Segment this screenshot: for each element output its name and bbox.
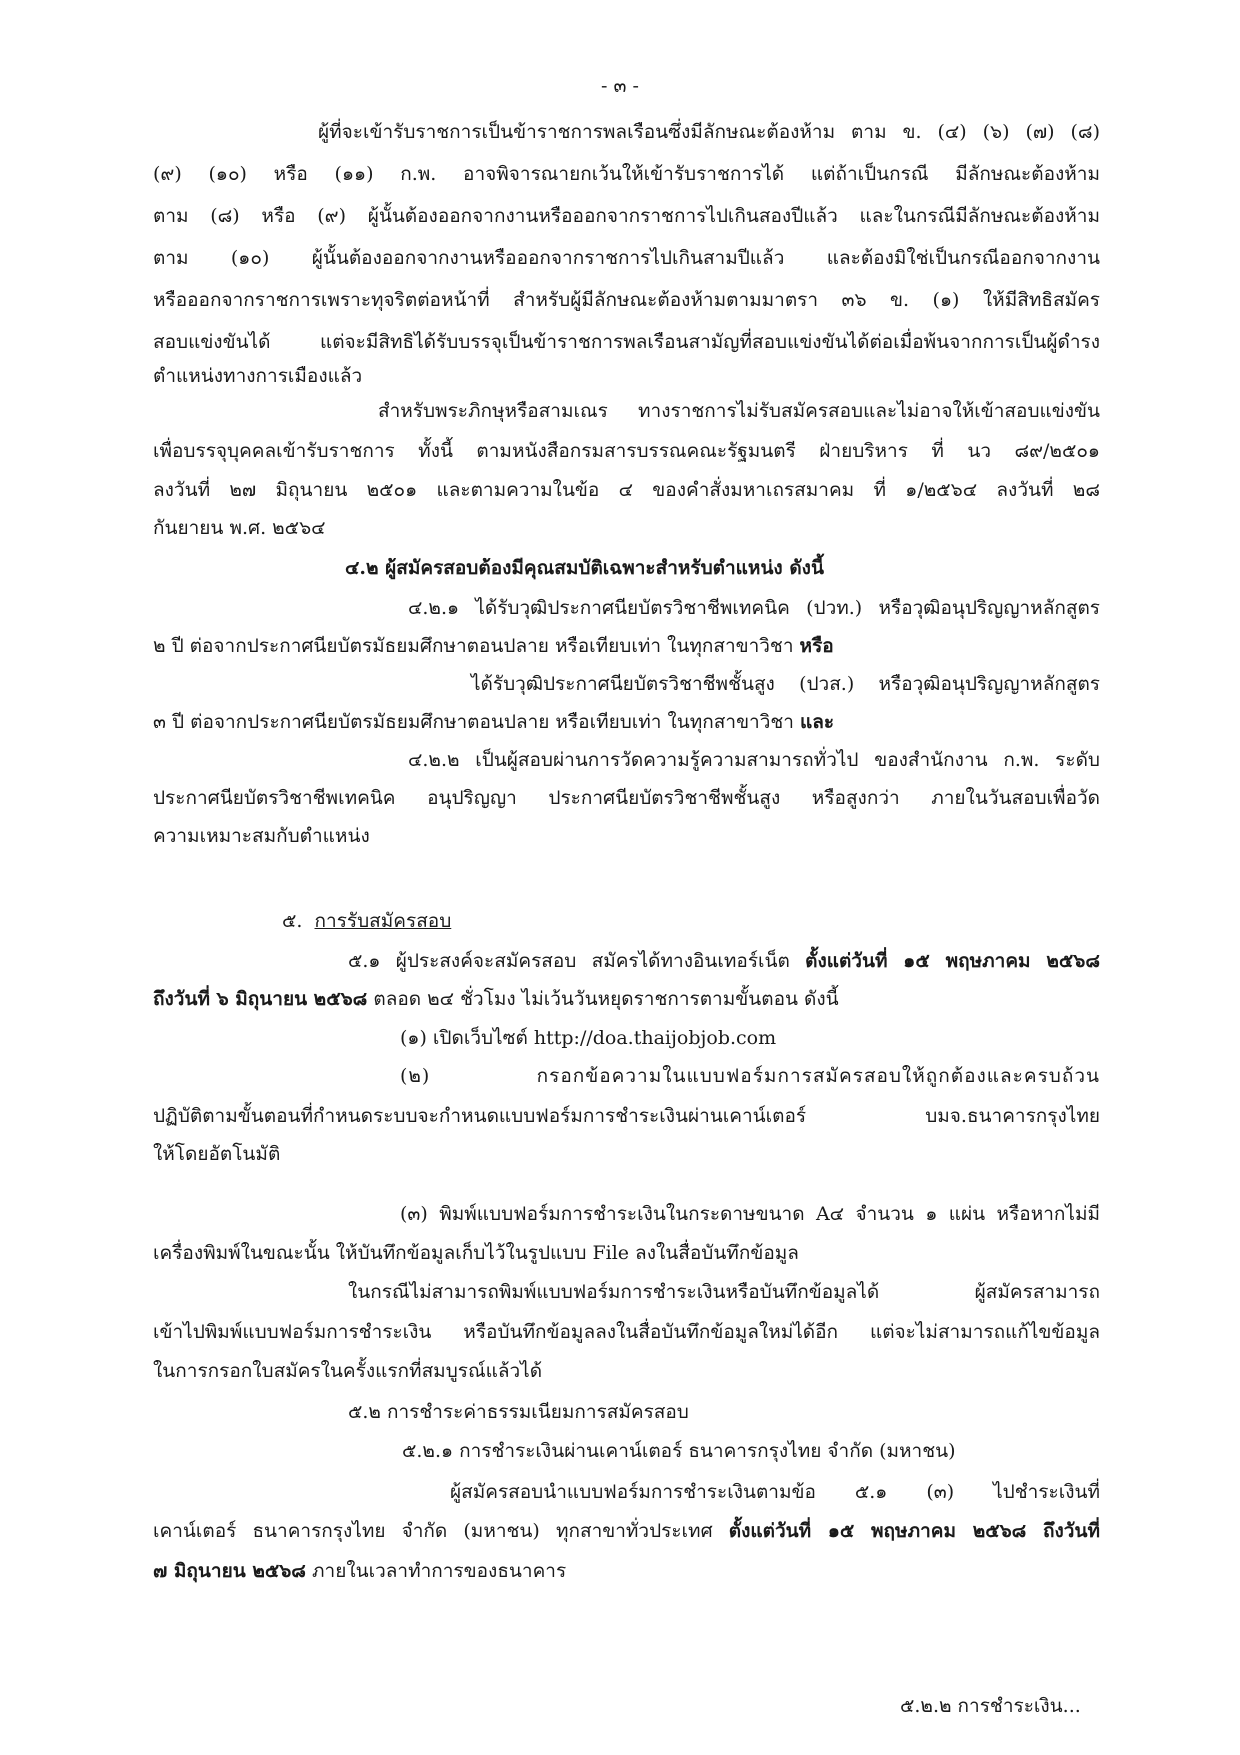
paragraph-line: (๓) พิมพ์แบบฟอร์มการชำระเงินในกระดาษขนาด A๔ จำนวน ๑ แผ่น หรือหากไม่มี [400,1203,1100,1225]
paragraph-line: สอบแข่งขันได้ แต่จะมีสิทธิได้รับบรรจุเป็นข้าราชการพลเรือนสามัญที่สอบแข่งขันได้ต่อเมื่อพ้นจากการเป็นผู้ดำรง [153,331,1100,353]
paragraph-line: ผู้ที่จะเข้ารับราชการเป็นข้าราชการพลเรือนซึ่งมีลักษณะต้องห้าม ตาม ข. (๔) (๖) (๗) (๘) [318,121,1100,143]
step-1: (๑) เปิดเว็บไซต์ http://doa.thaijobjob.com [400,1027,777,1049]
paragraph-line: หรือออกจากราชการเพราะทุจริตต่อหน้าที่ สำหรับผู้มีลักษณะต้องห้ามตามมาตรา ๓๖ ข. (๑) ให้มีสิทธิสมัคร [153,289,1100,311]
paragraph-line: เพื่อบรรจุบุคคลเข้ารับราชการ ทั้งนี้ ตามหนังสือกรมสารบรรณคณะรัฐมนตรี ฝ่ายบริหาร ที่ นว ๘๙/๒๕๐๑ [153,440,1100,462]
or-keyword: หรือ [799,635,834,657]
paragraph-line: ปฏิบัติตามขั้นตอนที่กำหนดระบบจะกำหนดแบบฟอร์มการชำระเงินผ่านเคาน์เตอร์ บมจ.ธนาคารกรุงไทย [153,1105,1100,1127]
paragraph-line: (๙) (๑๐) หรือ (๑๑) ก.พ. อาจพิจารณายกเว้นให้เข้ารับราชการได้ แต่ถ้าเป็นกรณี มีลักษณะต้องห้าม [153,163,1100,185]
section-heading-4-2: ๔.๒ ผู้สมัครสอบต้องมีคุณสมบัติเฉพาะสำหรับตำแหน่ง ดังนี้ [345,557,824,579]
paragraph-line: เคาน์เตอร์ ธนาคารกรุงไทย จำกัด (มหาชน) ทุกสาขาทั่วประเทศ ตั้งแต่วันที่ ๑๕ พฤษภาคม ๒๕๖๘ ถึงวันที่ [153,1520,1100,1542]
paragraph-line: ในการกรอกใบสมัครในครั้งแรกที่สมบูรณ์แล้วได้ [153,1360,543,1382]
paragraph-line: กันยายน พ.ศ. ๒๕๖๔ [153,517,326,539]
paragraph-line: ความเหมาะสมกับตำแหน่ง [153,825,370,847]
paragraph-line: ประกาศนียบัตรวิชาชีพเทคนิค อนุปริญญา ประกาศนียบัตรวิชาชีพชั้นสูง หรือสูงกว่า ภายในวันสอบเพื่อวัด [153,787,1100,809]
paragraph-line: ตาม (๘) หรือ (๙) ผู้นั้นต้องออกจากงานหรือออกจากราชการไปเกินสองปีแล้ว และในกรณีมีลักษณะต้องห้าม [153,205,1100,227]
paragraph-line: ๗ มิถุนายน ๒๕๖๘ ภายในเวลาทำการของธนาคาร [153,1560,567,1582]
continuation-note: ๕.๒.๒ การชำระเงิน... [900,1695,1081,1717]
and-keyword: และ [800,711,835,733]
paragraph-line: ได้รับวุฒิประกาศนียบัตรวิชาชีพชั้นสูง (ปวส.) หรือวุฒิอนุปริญญาหลักสูตร [471,673,1100,695]
paragraph-line: ให้โดยอัตโนมัติ [153,1143,281,1165]
paragraph-line: สำหรับพระภิกษุหรือสามเณร ทางราชการไม่รับสมัครสอบและไม่อาจให้เข้าสอบแข่งขัน [378,400,1100,422]
paragraph-line: ๓ ปี ต่อจากประกาศนียบัตรมัธยมศึกษาตอนปลาย หรือเทียบเท่า ในทุกสาขาวิชา และ [153,711,835,733]
paragraph-line: ลงวันที่ ๒๗ มิถุนายน ๒๕๐๑ และตามความในข้อ ๔ ของคำสั่งมหาเถรสมาคม ที่ ๑/๒๕๖๔ ลงวันที่ ๒๘ [153,479,1100,501]
paragraph-line: ๕.๑ ผู้ประสงค์จะสมัครสอบ สมัครได้ทางอินเทอร์เน็ต ตั้งแต่วันที่ ๑๕ พฤษภาคม ๒๕๖๘ [348,950,1100,972]
paragraph-line: (๒) กรอกข้อความในแบบฟอร์มการสมัครสอบให้ถูกต้องและครบถ้วน [400,1065,1100,1087]
paragraph-line: ในกรณีไม่สามารถพิมพ์แบบฟอร์มการชำระเงินหรือบันทึกข้อมูลได้ ผู้สมัครสามารถ [348,1281,1100,1303]
paragraph-line: เข้าไปพิมพ์แบบฟอร์มการชำระเงิน หรือบันทึกข้อมูลลงในสื่อบันทึกข้อมูลใหม่ได้อีก แต่จะไม่สามารถแก้ไขข้อมูล [153,1321,1100,1343]
section-heading-5: ๕. การรับสมัครสอบ [282,910,452,932]
section-title: การรับสมัครสอบ [314,910,452,932]
paragraph-line: เครื่องพิมพ์ในขณะนั้น ให้บันทึกข้อมูลเก็บไว้ในรูปแบบ File ลงในสื่อบันทึกข้อมูล [153,1242,799,1264]
paragraph-line: ๔.๒.๑ ได้รับวุฒิประกาศนียบัตรวิชาชีพเทคนิค (ปวท.) หรือวุฒิอนุปริญญาหลักสูตร [408,597,1100,619]
paragraph-line: ๔.๒.๒ เป็นผู้สอบผ่านการวัดความรู้ความสามารถทั่วไป ของสำนักงาน ก.พ. ระดับ [408,749,1100,771]
paragraph-line: ผู้สมัครสอบนำแบบฟอร์มการชำระเงินตามข้อ ๕.๑ (๓) ไปชำระเงินที่ [450,1481,1100,1503]
paragraph-line: ตาม (๑๐) ผู้นั้นต้องออกจากงานหรือออกจากราชการไปเกินสามปีแล้ว และต้องมิใช่เป็นกรณีออกจากงาน [153,247,1100,269]
paragraph-line: ถึงวันที่ ๖ มิถุนายน ๒๕๖๘ ตลอด ๒๔ ชั่วโมง ไม่เว้นวันหยุดราชการตามขั้นตอน ดังนี้ [153,988,839,1010]
paragraph-line: ตำแหน่งทางการเมืองแล้ว [153,365,363,387]
paragraph-line: ๒ ปี ต่อจากประกาศนียบัตรมัธยมศึกษาตอนปลาย หรือเทียบเท่า ในทุกสาขาวิชา หรือ [153,635,834,657]
section-heading-5-2: ๕.๒ การชำระค่าธรรมเนียมการสมัครสอบ [348,1401,689,1423]
section-heading-5-2-1: ๕.๒.๑ การชำระเงินผ่านเคาน์เตอร์ ธนาคารกรุงไทย จำกัด (มหาชน) [402,1440,956,1462]
page-number: - ๓ - [601,75,639,97]
